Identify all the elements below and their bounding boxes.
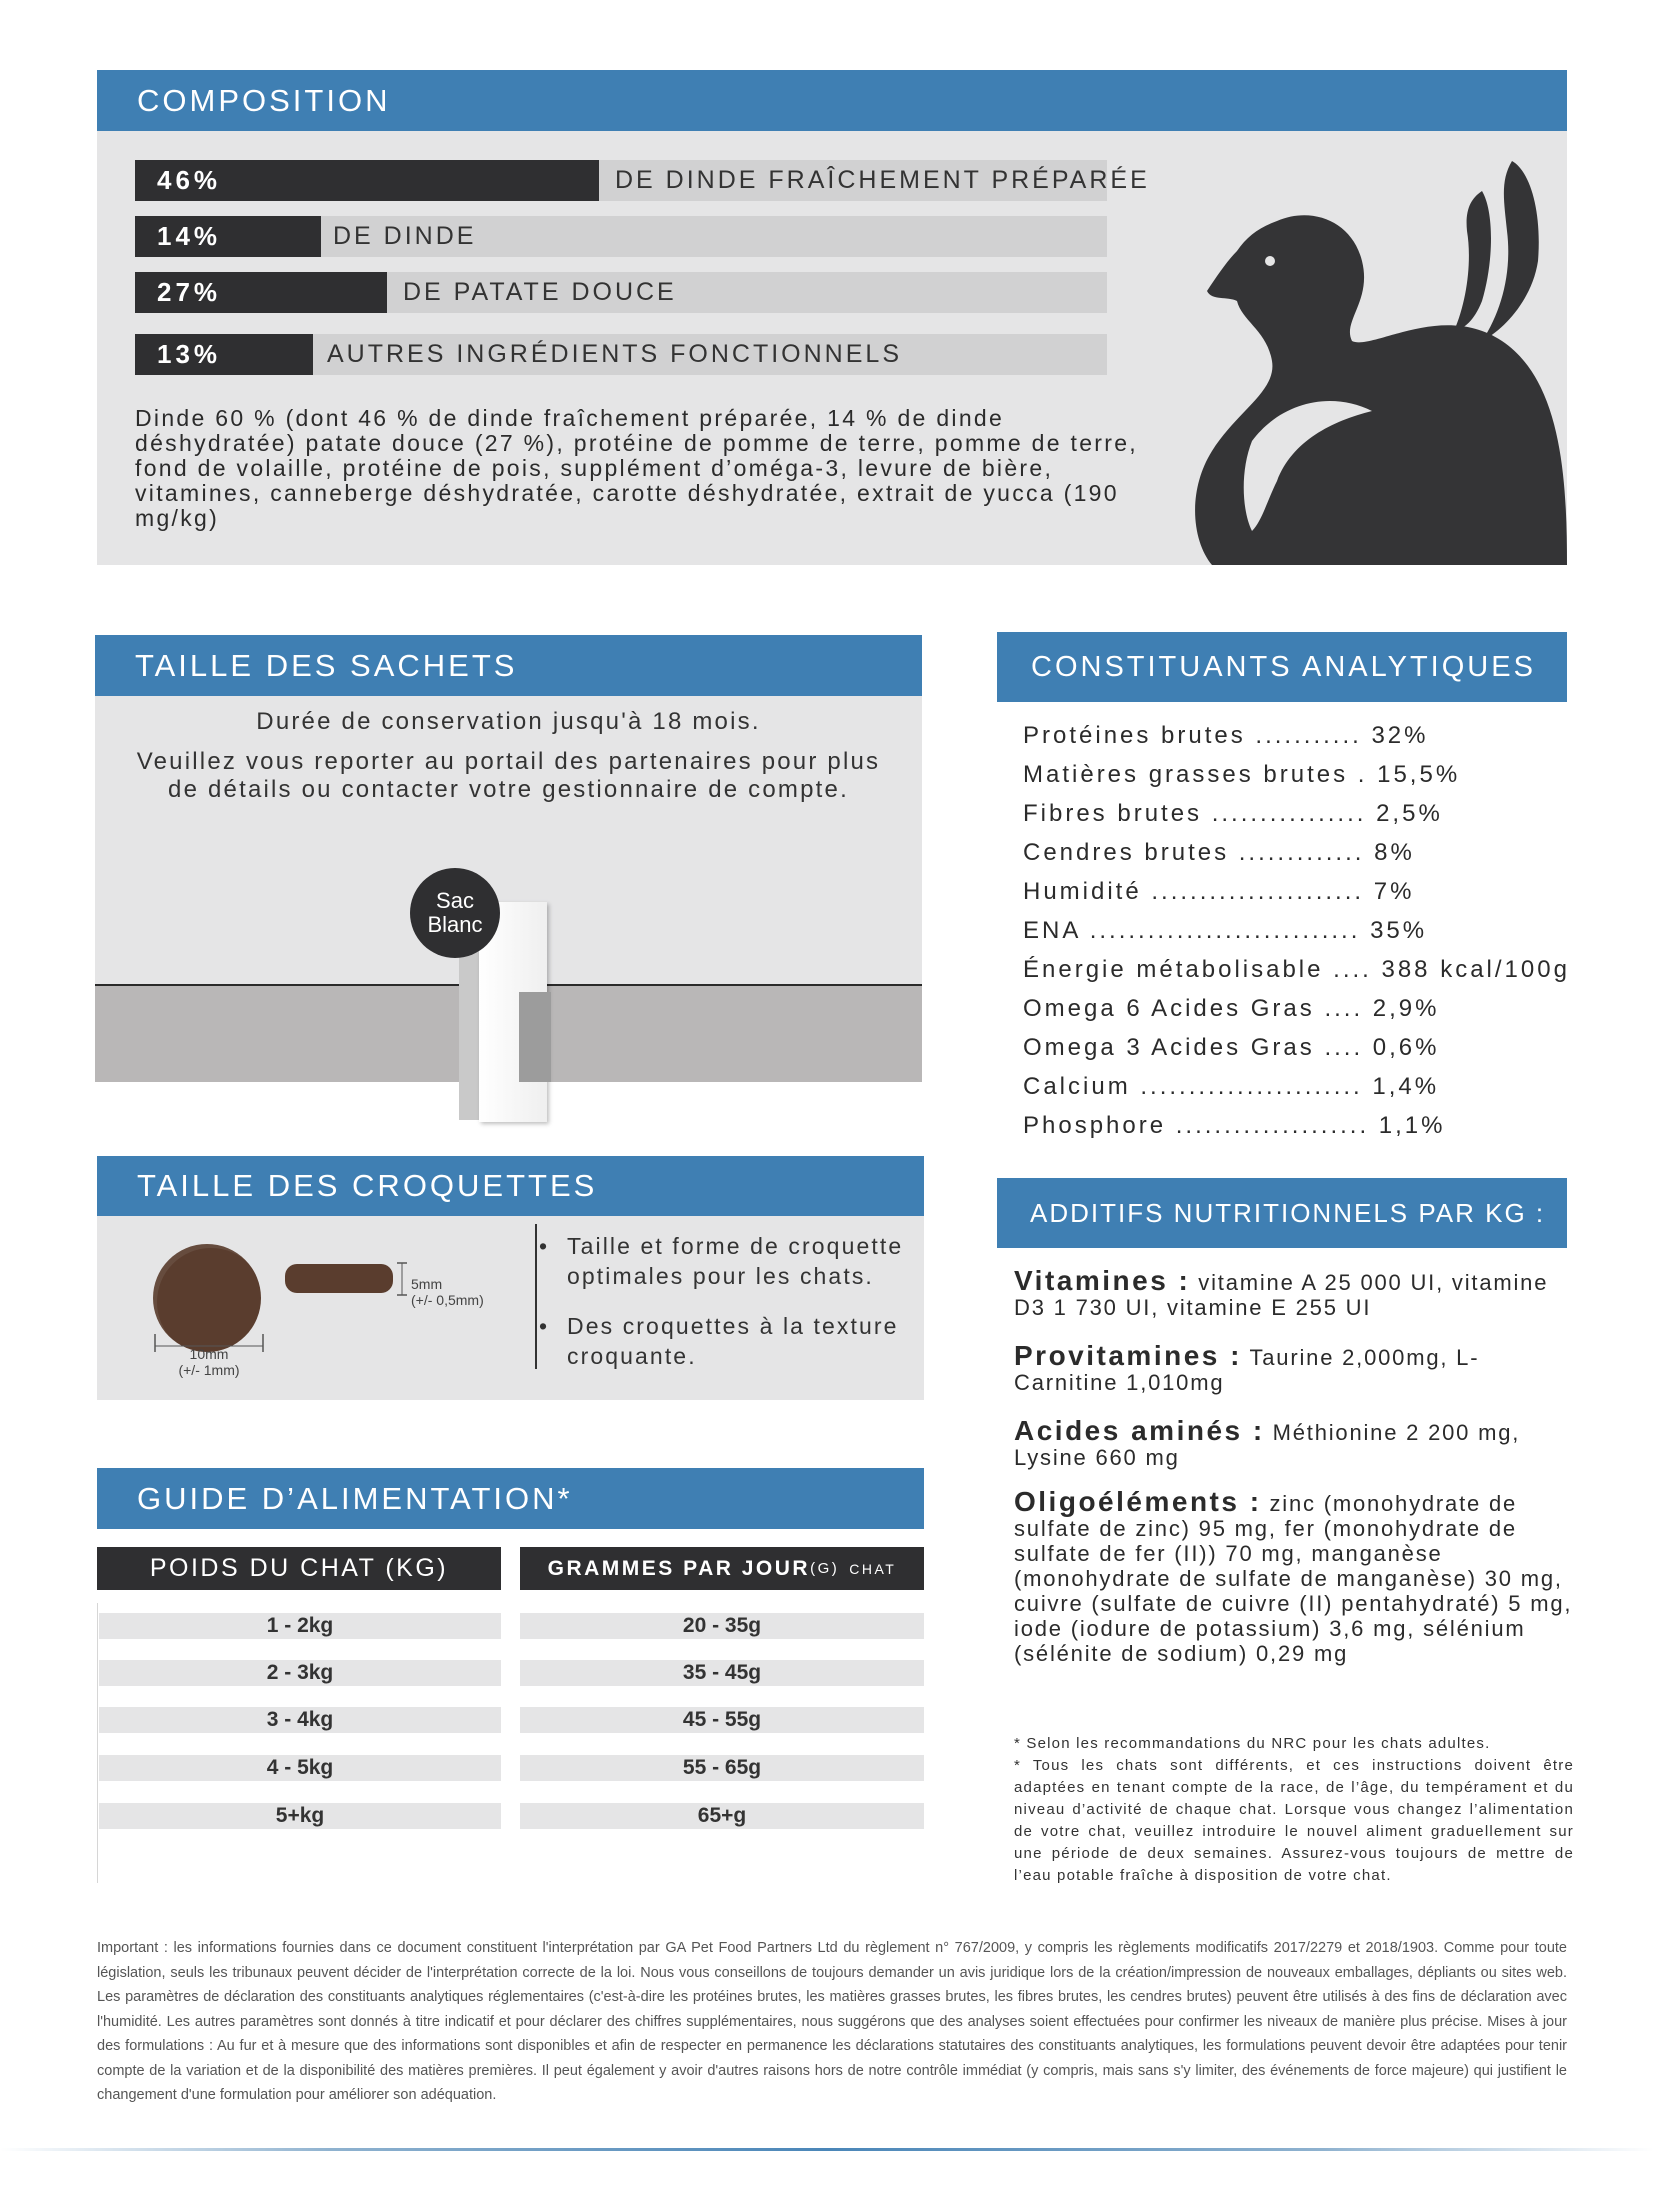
acides-amines-text: Méthionine 2 200 mg, Lysine 660 mg [1014, 1420, 1521, 1470]
footnote-feeding: * Tous les chats sont différents, et ces instructions doivent être adaptées en tenant compte de la race, de l’âge, du tempérament et du niveau d’activité de chaque chat. Lorsque vous changez l’alimentation de votre chat, veuillez introduire le nouvel aliment graduellement sur une période de deux semaines. Assurez-vous toujours de mettre de l’eau potable fraîche à disposition de votre chat. [1014, 1757, 1574, 1884]
croquettes-panel [97, 1216, 924, 1400]
analytic-row: ENA ............................ 35% [1023, 917, 1428, 944]
feeding-header [97, 1468, 924, 1529]
sachets-title: TAILLE DES SACHETS [135, 647, 518, 683]
bottom-rule [0, 2148, 1654, 2151]
shelf-life-text: Durée de conservation jusqu'à 18 mois. [256, 708, 761, 735]
analytic-row: Humidité ...................... 7% [1023, 878, 1415, 905]
oligoelements-text: zinc (monohydrate de sulfate de zinc) 95 mg, fer (monohydrate de sulfate de fer (II)) 70 mg, manganèse (monohydrate de sulfate de manganèse) 30 mg, cuivre (sulfate de cuivre (II) pentahydraté) 5 mg, iode (iodure de potassium) 3,6 mg, sélénium (sélénite de sodium) 0,29 mg [1014, 1491, 1573, 1666]
analytic-row: Calcium ....................... 1,4% [1023, 1073, 1440, 1100]
weight-cell: 1 - 2kg [99, 1613, 501, 1639]
composition-row [135, 272, 1107, 313]
weight-cell: 5+kg [99, 1803, 501, 1829]
analytic-row: Omega 6 Acides Gras .... 2,9% [1023, 995, 1440, 1022]
vitamines-text: vitamine A 25 000 UI, vitamine D3 1 730 UI, vitamine E 255 UI [1014, 1270, 1549, 1320]
composition-percent: 27% [135, 272, 387, 313]
analytic-row: Matières grasses brutes . 15,5% [1023, 761, 1461, 788]
legal-disclaimer: Important : les informations fournies dans ce document constituent l'interprétation par GA Pet Food Partners Ltd du règlement n° 767/2009, y compris les règlements modificatifs 2017/2279 et 2018/1903. Comme pour toute législation, seuls les tribunaux peuvent décider de l'interprétation correcte de la loi. Nous vous conseillons de toujours demander un avis juridique lors de la création/impression de nouveaux emballages, dépliants ou sites web. Les paramètres de déclaration des constituants analytiques réglementaires (c'est-à-dire les protéines brutes, les matières grasses brutes, les fibres brutes, les cendres brutes) peuvent être utilisés à des fins de déclaration avec l'humidité. Les autres paramètres sont donnés à titre indicatif et pour déclarer des chiffres supplémentaires, nous suggérons que des analyses soient effectuées pour confirmer les niveaux de manière plus précise. Mises à jour des formulations : Au fur et à mesure que des informations sont disponibles et afin de respecter en permanence les déclarations statutaires des constituants analytiques, les formulations peuvent devoir être adaptées pour tenir compte de la variation et de la disponibilité des matières premières. Il peut également y avoir d'autres raisons hors de notre contrôle immédiat (y compris, mais sans s'y limiter, des événements de force majeure) qui justifient le changement d'une formulation pour améliorer son adéquation. [97, 1940, 1567, 2103]
composition-row [135, 334, 1107, 375]
analytic-row: Cendres brutes ............. 8% [1023, 839, 1415, 866]
provitamines-text: Taurine 2,000mg, L-Carnitine 1,010mg [1014, 1345, 1480, 1395]
sac-blanc-badge: Sac Blanc [410, 868, 500, 958]
composition-row [135, 216, 1107, 257]
oligoelements-title: Oligoéléments : [1014, 1486, 1262, 1517]
round-dimension-label: 10mm (+/- 1mm) [178, 1346, 240, 1378]
provitamines-title: Provitamines : [1014, 1340, 1242, 1371]
composition-title: COMPOSITION [137, 82, 391, 118]
long-dimension-marker [395, 1262, 409, 1296]
analytic-row: Fibres brutes ................ 2,5% [1023, 800, 1443, 827]
composition-percent: 14% [135, 216, 321, 257]
feeding-title: GUIDE D’ALIMENTATION* [137, 1480, 573, 1516]
composition-percent: 13% [135, 334, 313, 375]
long-dimension-label: 5mm (+/- 0,5mm) [411, 1276, 484, 1308]
weight-column-header: POIDS DU CHAT (KG) [97, 1547, 501, 1590]
composition-header [97, 70, 1567, 131]
composition-label: DE DINDE FRAÎCHEMENT PRÉPARÉE [615, 166, 1150, 194]
weight-cell: 2 - 3kg [99, 1660, 501, 1686]
analytic-row: Phosphore .................... 1,1% [1023, 1112, 1446, 1139]
grams-cell: 45 - 55g [520, 1707, 924, 1733]
long-kibble-image [285, 1264, 393, 1293]
composition-text: Dinde 60 % (dont 46 % de dinde fraîchement préparée, 14 % de dinde déshydratée) patate douce (27 %), protéine de pomme de terre, pomme de terre, fond de volaille, protéine de pois, supplément d’oméga-3, levure de bière, vitamines, canneberge déshydratée, carotte déshydratée, extrait de yucca (190 mg/kg) [135, 405, 1138, 531]
additifs-title: ADDITIFS NUTRITIONNELS PAR KG : [1030, 1197, 1546, 1228]
analytic-row: Protéines brutes ........... 32% [1023, 722, 1429, 749]
provitamines-block [1014, 1340, 1574, 1395]
croquettes-title: TAILLE DES CROQUETTES [137, 1168, 598, 1203]
grams-column-header: GRAMMES PAR JOUR (G) CHAT [520, 1547, 924, 1590]
vitamines-title: Vitamines : [1014, 1265, 1191, 1296]
footnote-nrc: * Selon les recommandations du NRC pour les chats adultes. [1014, 1735, 1491, 1752]
portal-text: Veuillez vous reporter au portail des partenaires pour plus de détails ou contacter votre gestionnaire de compte. [136, 748, 881, 803]
composition-panel [97, 131, 1567, 565]
analytic-header [997, 632, 1567, 702]
grams-cell: 55 - 65g [520, 1755, 924, 1781]
sachets-header [95, 635, 922, 696]
composition-label: AUTRES INGRÉDIENTS FONCTIONNELS [327, 340, 902, 368]
bag-window [519, 992, 551, 1082]
additifs-header [997, 1178, 1567, 1248]
acides-amines-title: Acides aminés : [1014, 1415, 1265, 1446]
vitamines-block [1014, 1265, 1574, 1320]
oligoelements-block [1014, 1486, 1574, 1666]
croquette-bullets [537, 1231, 937, 1391]
sachets-panel [95, 696, 922, 1082]
composition-row [135, 160, 1150, 201]
analytic-title: CONSTITUANTS ANALYTIQUES [1031, 650, 1536, 683]
weight-cell: 4 - 5kg [99, 1755, 501, 1781]
feeding-left-rule [97, 1603, 98, 1883]
composition-percent: 46% [135, 160, 599, 201]
analytic-row: Énergie métabolisable .... 388 kcal/100g [1023, 956, 1570, 983]
bullet-item: • Des croquettes à la texture croquante. [537, 1311, 937, 1371]
turkey-icon [1182, 151, 1567, 565]
grams-cell: 65+g [520, 1803, 924, 1829]
croquettes-header [97, 1156, 924, 1216]
analytic-row: Omega 3 Acides Gras .... 0,6% [1023, 1034, 1440, 1061]
grams-cell: 20 - 35g [520, 1613, 924, 1639]
grams-cell: 35 - 45g [520, 1660, 924, 1686]
weight-cell: 3 - 4kg [99, 1707, 501, 1733]
acides-amines-block [1014, 1415, 1574, 1470]
composition-label: DE DINDE [333, 222, 477, 250]
composition-label: DE PATATE DOUCE [403, 278, 677, 306]
bullet-item: • Taille et forme de croquette optimales pour les chats. [537, 1231, 937, 1291]
footnotes [1014, 1733, 1574, 1887]
